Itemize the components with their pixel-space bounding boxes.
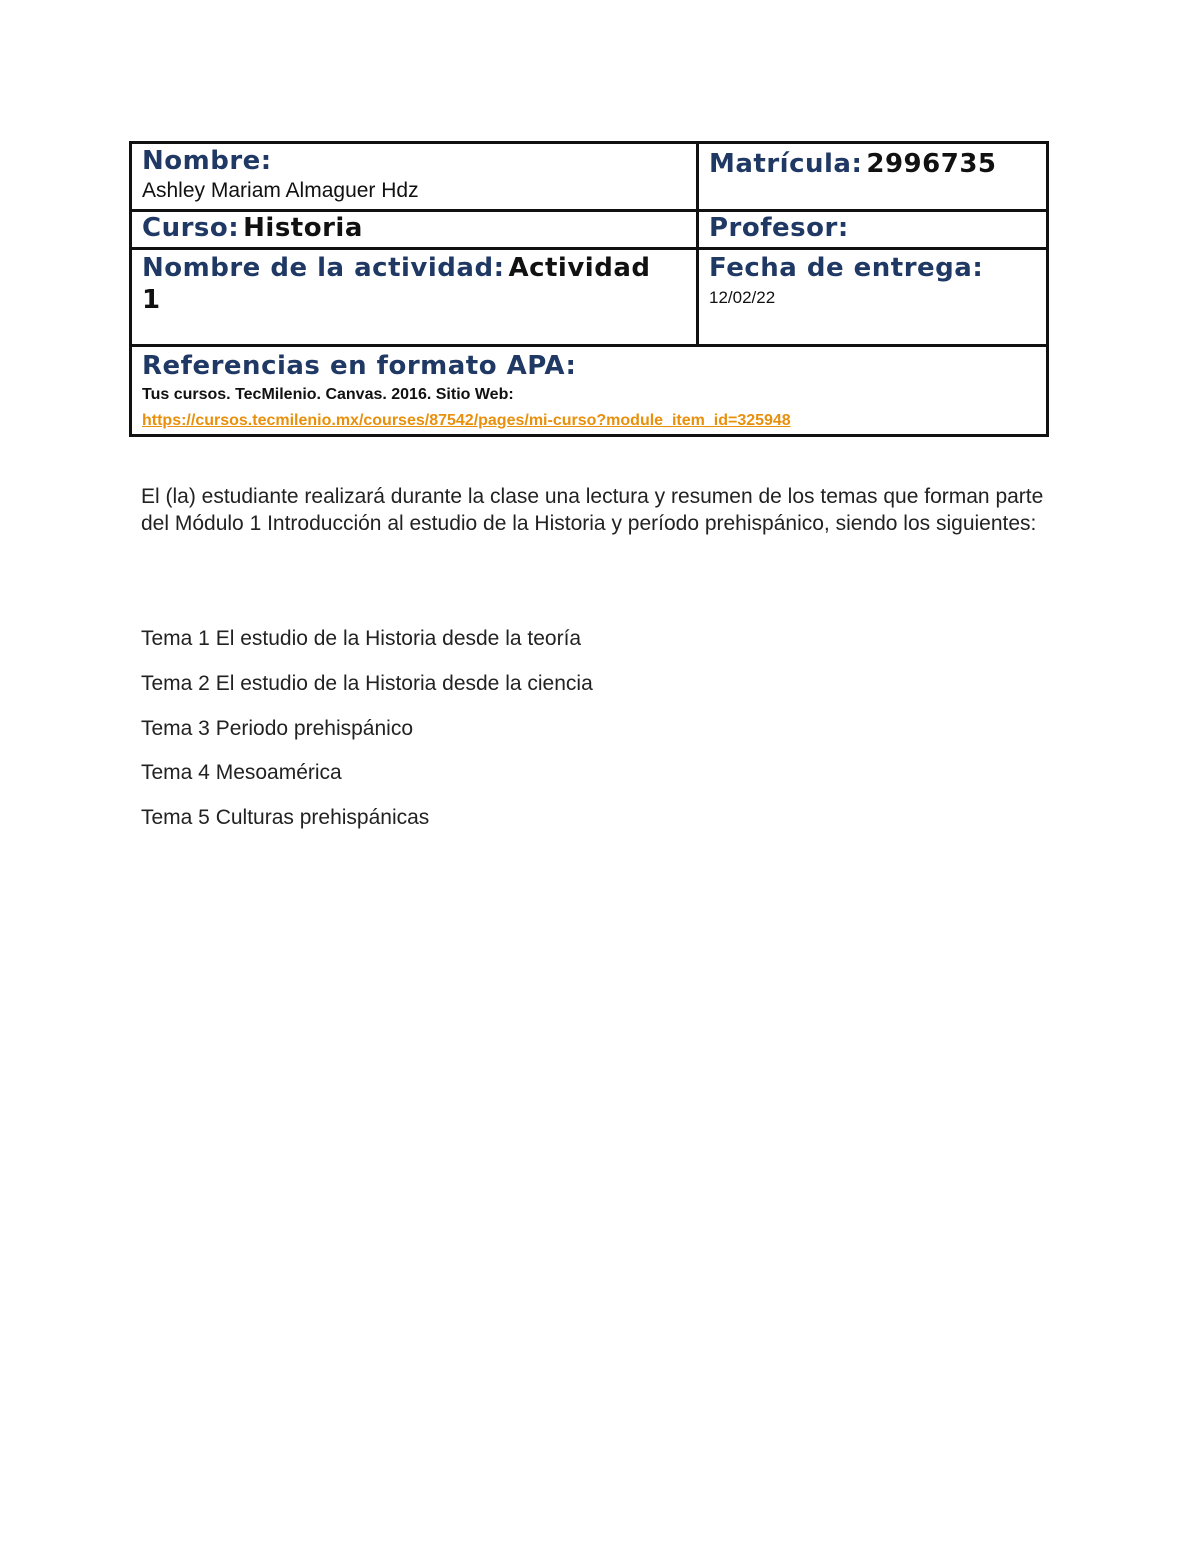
course-value: Historia bbox=[243, 213, 363, 243]
activity-label: Nombre de la actividad: bbox=[142, 253, 505, 283]
reference-link[interactable]: https://cursos.tecmilenio.mx/courses/87542/pages/mi-curso?module_item_id=325948 bbox=[142, 412, 791, 429]
course-cell bbox=[132, 212, 696, 247]
course-label: Curso: bbox=[142, 213, 240, 243]
name-label: Nombre: bbox=[142, 146, 272, 176]
cover-table bbox=[129, 141, 1049, 437]
due-date-value: 12/02/22 bbox=[709, 288, 776, 307]
intro-paragraph: El (la) estudiante realizará durante la clase una lectura y resumen de los temas que forman parte del Módulo 1 Introducción al estudio de la Historia y período prehispánico, siendo los siguientes: bbox=[141, 485, 1044, 535]
due-date-cell bbox=[699, 250, 1049, 344]
references-label: Referencias en formato APA: bbox=[142, 351, 577, 381]
name-value: Ashley Mariam Almaguer Hdz bbox=[142, 179, 419, 202]
activity-value: Actividad 1 bbox=[142, 253, 651, 315]
topic-item: Tema 5 Culturas prehispánicas bbox=[141, 806, 430, 829]
topic-item: Tema 3 Periodo prehispánico bbox=[141, 717, 413, 740]
reference-citation: Tus cursos. TecMilenio. Canvas. 2016. Sitio Web: bbox=[142, 386, 514, 403]
matricula-cell bbox=[699, 144, 1049, 209]
activity-cell bbox=[132, 250, 692, 344]
matricula-label: Matrícula: bbox=[709, 149, 863, 179]
matricula-value: 2996735 bbox=[866, 149, 997, 179]
professor-cell bbox=[699, 212, 1049, 247]
topic-item: Tema 4 Mesoamérica bbox=[141, 761, 342, 784]
professor-label: Profesor: bbox=[709, 213, 849, 243]
topic-item: Tema 1 El estudio de la Historia desde la teoría bbox=[141, 627, 582, 650]
name-cell bbox=[132, 144, 696, 209]
topic-item: Tema 2 El estudio de la Historia desde la ciencia bbox=[141, 672, 593, 695]
references-cell bbox=[132, 347, 1046, 437]
due-date-label: Fecha de entrega: bbox=[709, 253, 984, 283]
